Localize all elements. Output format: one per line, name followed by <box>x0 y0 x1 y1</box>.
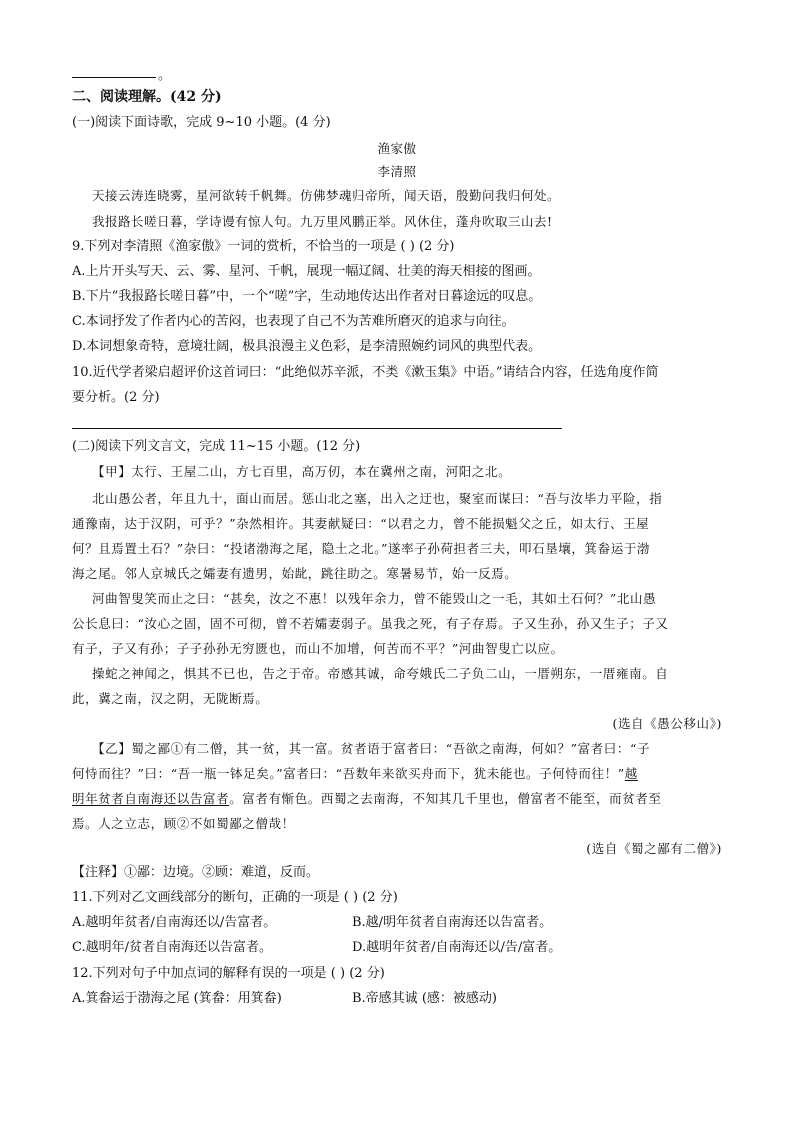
passage-jia-line: 何？且焉置土石？”杂曰：“投诸渤海之尾，隐土之北。”遂率子孙荷担者三夫，叩石垦壤，箕畚运于渤 <box>72 541 651 556</box>
question-9: 9.下列对李清照《渔家傲》一词的赏析，不恰当的一项是 ( ) (2 分) <box>72 239 455 254</box>
q9-option-a: A.上片开头写天、云、雾、星河、千帆，展现一幅辽阔、壮美的海天相接的图画。 <box>72 264 541 279</box>
passage-jia-line: 海之尾。邻人京城氏之孀妻有遗男，始龀，跳往助之。寒暑易节，始一反焉。 <box>72 566 518 581</box>
underlined-text: 明年贫者自南海还以告富者 <box>72 791 230 806</box>
passage-jia-line: 北山愚公者，年且九十，面山而居。惩山北之塞，出入之迂也，聚室而谋曰：“吾与汝毕力平险，指 <box>92 491 663 506</box>
q12-option-a: A.箕畚运于渤海之尾 (箕畚：用箕畚) <box>72 991 282 1006</box>
passage-yi-text: 。富者有惭色。西蜀之去南海，不知其几千里也，僧富者不能至，而贫者至 <box>229 791 662 806</box>
passage-jia-p1: 【甲】太行、王屋二山，方七百里，高万仞，本在冀州之南，河阳之北。 <box>92 464 512 479</box>
q9-option-b: B.下片“我报路长嗟日暮”中，一个“嗟”字，生动地传达出作者对日暮途远的叹息。 <box>72 289 542 304</box>
question-10: 10.近代学者梁启超评价这首词曰：“此绝似苏辛派，不类《漱玉集》中语。”请结合内容，任选角度作简 <box>72 365 659 380</box>
answer-blank-line <box>72 77 156 78</box>
poem-title: 渔家傲 <box>377 141 417 156</box>
underlined-text: 越 <box>624 766 638 781</box>
passage-jia-line: 河曲智叟笑而止之曰：“甚矣，汝之不惠！以残年余力，曾不能毁山之一毛，其如土石何？”北山愚 <box>92 591 657 606</box>
question-12: 12.下列对句子中加点词的解释有误的一项是 ( ) (2 分) <box>72 966 385 981</box>
q9-option-c: C.本词抒发了作者内心的苦闷，也表现了自己不为苦难所磨灭的追求与向往。 <box>72 314 515 329</box>
passage-yi-line: 【乙】蜀之鄙①有二僧，其一贫，其一富。贫者语于富者曰：“吾欲之南海，何如？”富者曰：“子 <box>92 741 651 756</box>
poem-line: 天接云涛连晓雾，星河欲转千帆舞。仿佛梦魂归帝所，闻天语，殷勤问我归何处。 <box>92 188 561 203</box>
passage-jia-line: 此，冀之南，汉之阴，无陇断焉。 <box>72 691 269 706</box>
passage-jia-line: 有子，子又有孙；子子孙孙无穷匮也，而山不加增，何苦而不平？”河曲智叟亡以应。 <box>72 641 564 656</box>
question-11: 11.下列对乙文画线部分的断句，正确的一项是 ( ) (2 分) <box>72 890 398 905</box>
part2-instruction: (二)阅读下列文言文，完成 11~15 小题。(12 分) <box>72 439 361 454</box>
section-heading: 二、阅读理解。(42 分) <box>72 89 222 105</box>
blank-suffix: 。 <box>158 68 172 83</box>
passage-yi-text: 何恃而往？”曰：“吾一瓶一钵足矣。”富者曰：“吾数年来欲买舟而下，犹未能也。子何恃而往！” <box>72 766 625 781</box>
passage-jia-line: 操蛇之神闻之，惧其不已也，告之于帝。帝感其诚，命夸娥氏二子负二山，一厝朔东，一厝雍南。自 <box>92 666 669 681</box>
question-10-cont: 要分析。(2 分) <box>72 390 160 405</box>
answer-line <box>72 428 562 429</box>
passage-yi-line: 焉。人之立志，顾②不如蜀鄙之僧哉！ <box>72 816 295 831</box>
q11-option-b: B.越/明年贫者自南海还以告富者。 <box>352 915 553 930</box>
passage-jia-line: 通豫南，达于汉阴，可乎？”杂然相许。其妻献疑曰：“以君之力，曾不能损魁父之丘，如太行、王屋 <box>72 516 650 531</box>
poem-author: 李清照 <box>377 164 417 179</box>
q11-option-c: C.越明年/贫者自南海还以告富者。 <box>72 940 272 955</box>
q12-option-b: B.帝感其诚 (感：被感动) <box>352 991 497 1006</box>
passage-yi-source: (选自《蜀之鄙有二僧》) <box>586 841 722 856</box>
passage-yi-line <box>72 790 662 808</box>
passage-jia-line: 公长息曰：“汝心之固，固不可彻，曾不若孀妻弱子。虽我之死，有子存焉。子又生孙，孙又生子；子又 <box>72 616 669 631</box>
passage-jia-source: (选自《愚公移山》) <box>612 716 722 731</box>
poem-line: 我报路长嗟日暮，学诗谩有惊人句。九万里风鹏正举。风休住，蓬舟吹取三山去! <box>92 214 553 229</box>
passage-yi-line <box>72 765 638 783</box>
annotation-note: 【注释】①鄙：边境。②顾：难道，反而。 <box>72 865 320 880</box>
q9-option-d: D.本词想象奇特，意境壮阔，极具浪漫主义色彩，是李清照婉约词风的典型代表。 <box>72 339 542 354</box>
q11-option-a: A.越明年贫者/自南海还以/告富者。 <box>72 915 277 930</box>
q11-option-d: D.越明年贫者/自南海还以/告/富者。 <box>352 940 562 955</box>
part1-instruction: (一)阅读下面诗歌，完成 9~10 小题。(4 分) <box>72 115 331 130</box>
